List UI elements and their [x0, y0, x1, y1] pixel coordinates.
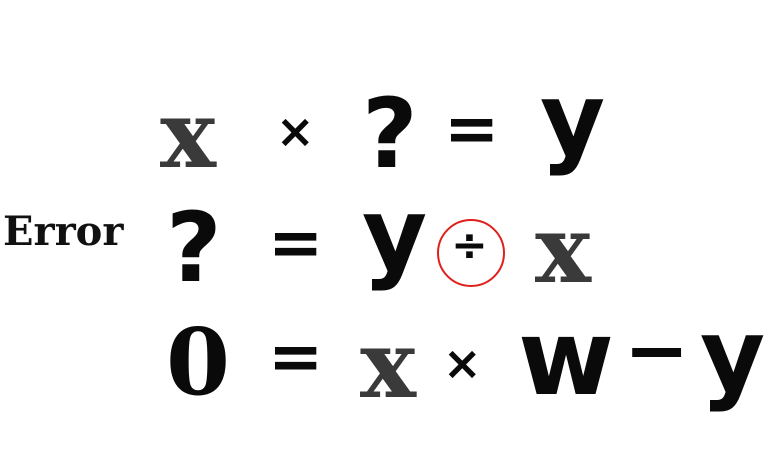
eq2-equals-sign: = — [268, 204, 324, 281]
eq3-minus-operator: − — [624, 306, 690, 396]
eq1-variable-x: x — [160, 80, 217, 190]
eq2-divide-operator: ÷ — [451, 220, 488, 271]
eq3-variable-x: x — [360, 310, 417, 420]
eq2-unknown: ? — [166, 192, 222, 304]
eq3-variable-w: w — [518, 297, 615, 419]
eq2-variable-x: x — [535, 195, 592, 305]
eq1-equals-sign: = — [444, 90, 500, 167]
eq1-variable-y: y — [540, 61, 606, 178]
eq3-zero: 0 — [166, 308, 231, 416]
eq2-variable-y: y — [362, 176, 428, 293]
eq3-equals-sign: = — [268, 318, 324, 395]
error-label: Error — [3, 208, 124, 255]
eq1-multiply-operator: × — [276, 104, 315, 158]
eq3-multiply-operator: × — [443, 336, 482, 390]
eq3-variable-y: y — [700, 297, 766, 414]
eq1-unknown: ? — [362, 78, 418, 190]
